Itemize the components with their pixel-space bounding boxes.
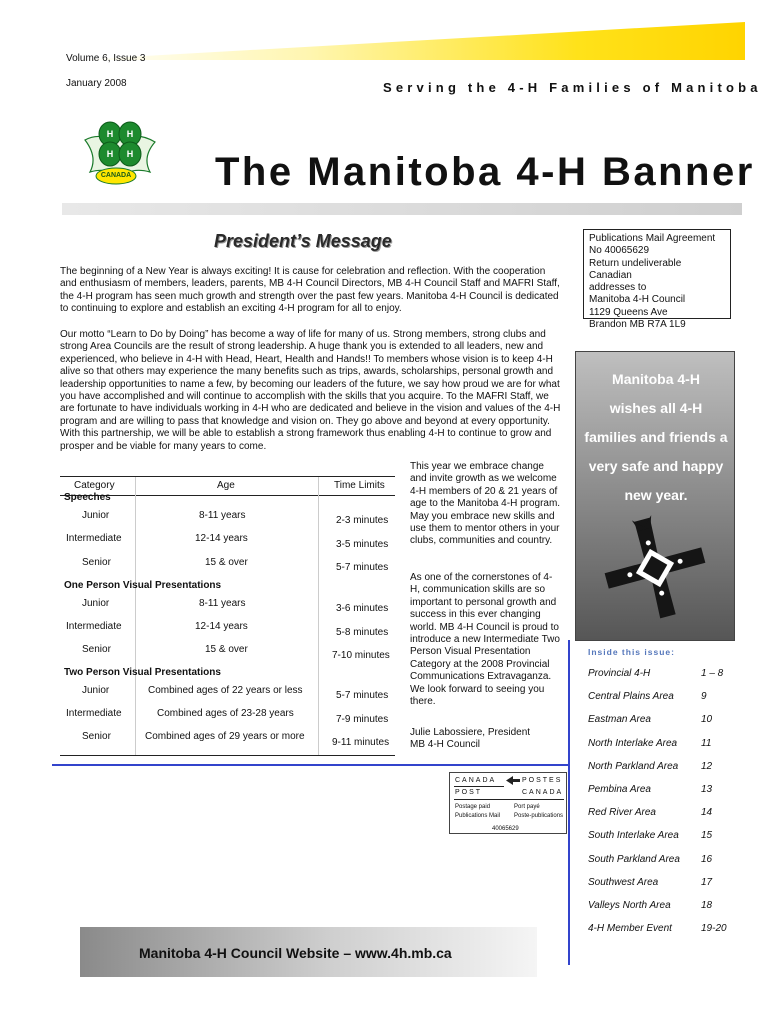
communications-table [60, 476, 395, 756]
table-group-one-person: One Person Visual Presentations [64, 580, 222, 591]
inside-item-label: Pembina Area [588, 784, 651, 795]
inside-item-page: 15 [701, 830, 713, 841]
table-cell: Intermediate [66, 621, 122, 632]
table-cell: 15 & over [205, 557, 248, 568]
inside-item-page: 17 [701, 877, 713, 888]
new-year-greeting-panel [575, 351, 735, 641]
signature-org: MB 4-H Council [410, 739, 481, 750]
snowflake-icon [599, 512, 711, 624]
inside-item-page: 1 – 8 [701, 668, 724, 679]
stamp-postage-paid: Postage paid [455, 804, 491, 810]
inside-item-page: 12 [701, 761, 713, 772]
table-cell: 9-11 minutes [332, 737, 390, 748]
svg-text:H: H [126, 129, 134, 139]
inside-item-page: 16 [701, 854, 713, 865]
inside-item-label: Red River Area [588, 807, 656, 818]
table-cell: 5-7 minutes [336, 690, 389, 701]
table-cell: Senior [82, 557, 111, 568]
tagline: Serving the 4-H Families of Manitoba [383, 80, 762, 95]
mail-line: Publications Mail Agreement [589, 233, 716, 244]
inside-item-label: Provincial 4-H [588, 668, 651, 679]
inside-item-page: 11 [701, 738, 712, 749]
inside-item-label: South Interlake Area [588, 830, 679, 841]
message-paragraph-3: This year we embrace change and invite growth as we welcome 4-H members of 20 & 21 years of age to the Manitoba 4-H program. May you embrace new skills and use them to mentor others in your clubs, communities and country. [410, 461, 561, 547]
article-divider-line [52, 764, 570, 766]
inside-item-page: 10 [701, 714, 713, 725]
stamp-canada: CANADA [455, 777, 497, 784]
issue-date: January 2008 [66, 78, 127, 89]
inside-item-page: 18 [701, 900, 713, 911]
table-cell: 5-8 minutes [336, 627, 389, 638]
logo-canada-text: CANADA [100, 172, 132, 179]
mail-line: 1129 Queens Ave [589, 306, 668, 318]
stamp-rule [454, 786, 504, 787]
mail-agreement-box [583, 229, 731, 331]
svg-text:H: H [126, 149, 134, 159]
stamp-port-paye: Port payé [514, 804, 540, 810]
table-header-age: Age [217, 480, 235, 491]
inside-item-page: 9 [701, 691, 707, 702]
stamp-post: POST [455, 789, 483, 796]
mail-line: Brandon MB R7A 1L9 [589, 319, 686, 331]
table-group-speeches: Speeches [64, 492, 111, 503]
stamp-publications-mail: Publications Mail [455, 813, 501, 819]
message-paragraph-1: The beginning of a New Year is always exciting! It is cause for celebration and reflection. With the cooperation and enthusiasm of members, leaders, parents, MB 4-H Council Directors, MB 4-H Council Staff and MAFRI Staff, the 4-H program has seen much growth and strength over the past few years. Manitoba 4-H Council is dedicated to continuing to explore and establish an exciting 4-H program for all to enjoy. [60, 266, 560, 315]
mail-line: No 40065629 [589, 245, 650, 257]
greeting-line: families and friends a [584, 429, 728, 445]
table-cell: Junior [82, 598, 110, 609]
clover-icon [80, 112, 160, 192]
signature-name: Julie Labossiere, President [410, 727, 531, 738]
mail-line: Return undeliverable Canadian [589, 257, 682, 281]
header-decorative-bar [75, 22, 745, 60]
inside-item-label: North Parkland Area [588, 761, 679, 772]
newsletter-title: The Manitoba 4-H Banner [215, 150, 755, 194]
stamp-postes: POSTES [522, 777, 563, 784]
svg-text:H: H [106, 129, 114, 139]
greeting-line: Manitoba 4-H [612, 371, 700, 387]
sidebar-divider-line [568, 640, 570, 965]
table-cell: 12-14 years [195, 621, 248, 632]
table-cell: 7-10 minutes [332, 650, 390, 661]
4h-clover-logo [80, 112, 160, 192]
table-group-two-person: Two Person Visual Presentations [64, 667, 221, 678]
greeting-line: very safe and happy [588, 458, 724, 474]
inside-item-label: North Interlake Area [588, 738, 678, 749]
volume-issue: Volume 6, Issue 3 [66, 53, 146, 64]
table-cell: 3-5 minutes [336, 539, 389, 550]
table-header-category: Category [74, 480, 115, 491]
table-cell: 15 & over [205, 644, 248, 655]
inside-item-page: 13 [701, 784, 713, 795]
canada-post-indicia [449, 772, 567, 834]
table-cell: Junior [82, 510, 110, 521]
table-cell: 5-7 minutes [336, 562, 389, 573]
table-cell: 3-6 minutes [336, 603, 389, 614]
inside-issue-heading: Inside this issue: [588, 647, 675, 657]
greeting-line: wishes all 4-H [609, 400, 703, 416]
table-cell: Senior [82, 731, 111, 742]
table-cell: Combined ages of 29 years or more [145, 731, 305, 742]
table-column-divider [135, 477, 136, 755]
inside-item-label: Eastman Area [588, 714, 651, 725]
council-website-link[interactable]: Manitoba 4-H Council Website – www.4h.mb.ca [139, 945, 452, 961]
title-underline-bar [62, 203, 742, 215]
table-cell: Combined ages of 22 years or less [148, 685, 303, 696]
message-paragraph-4: As one of the cornerstones of 4-H, communication skills are so important to personal growth and success in this ever changing world. MB 4-H Council is proud to introduce a new Intermediate Two Person Visual Presentation Category at the 2008 Provincial Communications Extravaganza. We look forward to seeing you there. [410, 572, 560, 708]
table-cell: 8-11 years [199, 510, 246, 521]
svg-text:H: H [106, 149, 114, 159]
stamp-number: 40065629 [492, 826, 519, 832]
table-cell: Senior [82, 644, 111, 655]
inside-item-page: 19-20 [701, 923, 727, 934]
mail-line: Manitoba 4-H Council [589, 294, 686, 306]
mail-line: addresses to [589, 282, 647, 294]
canada-post-logo-icon [506, 776, 520, 785]
table-cell: 2-3 minutes [336, 515, 389, 526]
inside-item-label: Valleys North Area [588, 900, 671, 911]
table-cell: Intermediate [66, 533, 122, 544]
table-column-divider [318, 477, 319, 755]
presidents-message-heading: President’s Message [214, 231, 392, 251]
table-cell: Intermediate [66, 708, 122, 719]
message-paragraph-2: Our motto “Learn to Do by Doing” has become a way of life for many of us. Strong members, strong clubs and strong Area Councils are the result of strong leadership. A huge thank you is extended to all leaders, new and experienced, who believe in 4-H with Head, Heart, Health and Hands!! To members whose vision is to keep 4-H alive so that others may experience the many benefits such as trips, awards, scholarships, personal growth and leadership opportunities to name a few, by becoming our leaders of the future, we say how proud we are for what you have accomplished and will continue to accomplish with the skills that you acquire. To the MAFRI Staff, we are fortunate to have individuals working in 4-H who are dedicated and believe in the vision and values of the 4-H program and are willing to pass that knowledge and vision on. They go above and beyond at every opportunity. With this partnership, we will be able to establish a strong framework thus enabling 4-H to continue to grow and prosper and be viable for many years to come. [60, 329, 561, 452]
table-cell: 7-9 minutes [336, 714, 389, 725]
stamp-rule [454, 799, 564, 800]
inside-item-label: Central Plains Area [588, 691, 674, 702]
inside-item-label: Southwest Area [588, 877, 659, 888]
table-cell: 12-14 years [195, 533, 248, 544]
stamp-poste-publications: Poste-publications [514, 813, 564, 819]
table-cell: Junior [82, 685, 110, 696]
stamp-canada-fr: CANADA [522, 789, 564, 796]
inside-item-label: South Parkland Area [588, 854, 680, 865]
table-cell: 8-11 years [199, 598, 246, 609]
table-header-time: Time Limits [334, 480, 385, 491]
inside-item-label: 4-H Member Event [588, 923, 672, 934]
inside-item-page: 14 [701, 807, 713, 818]
greeting-line: new year. [624, 487, 688, 503]
table-cell: Combined ages of 23-28 years [157, 708, 294, 719]
